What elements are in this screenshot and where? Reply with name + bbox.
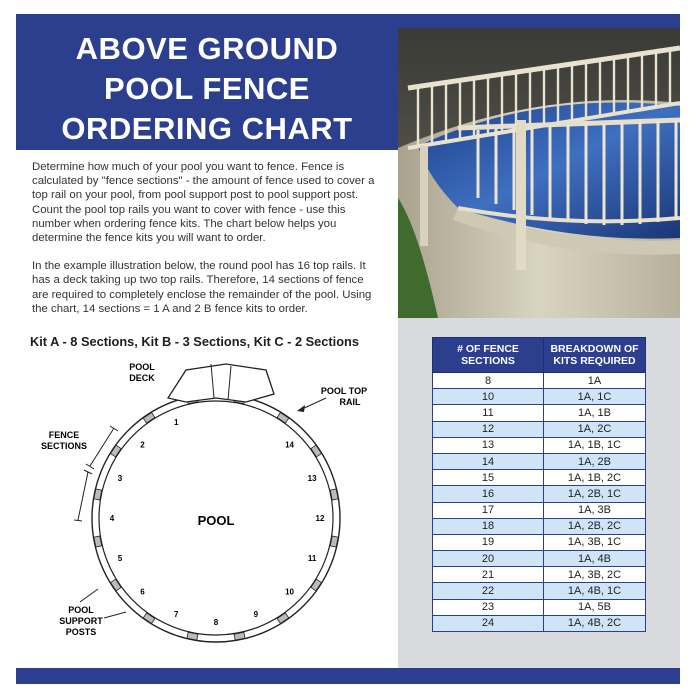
table-row	[433, 389, 646, 405]
cell-sections: 17	[433, 502, 544, 518]
table-row	[433, 405, 646, 421]
pool-diagram	[16, 350, 398, 668]
cell-kits: 1A, 1B	[544, 405, 646, 421]
support-post	[277, 613, 289, 624]
cell-kits: 1A, 4B	[544, 551, 646, 567]
intro-text	[32, 160, 382, 330]
cell-kits: 1A, 1C	[544, 389, 646, 405]
support-posts-label-2: SUPPORT	[59, 616, 103, 626]
section-number: 7	[173, 610, 179, 620]
section-number: 2	[140, 440, 145, 450]
pool-label: POOL	[197, 513, 235, 528]
table-row	[433, 470, 646, 486]
pool-fence-photo	[398, 28, 680, 318]
fence-sections-label-1: FENCE	[48, 430, 80, 440]
support-posts-arrow-1	[80, 589, 98, 602]
section-number: 1	[173, 417, 179, 427]
cell-sections: 19	[433, 534, 544, 550]
cell-kits: 1A, 3B, 1C	[544, 534, 646, 550]
deck-label-1: POOL	[129, 362, 155, 372]
title-banner	[16, 28, 398, 150]
cell-kits: 1A, 5B	[544, 599, 646, 615]
deck-label-2: DECK	[129, 373, 155, 383]
top-rail-label-2: RAIL	[339, 397, 361, 407]
title-line-3: ORDERING CHART	[61, 111, 353, 146]
table-row	[433, 551, 646, 567]
cell-kits: 1A, 1B, 2C	[544, 470, 646, 486]
intro-paragraph-1: Determine how much of your pool you want to fence. Fence is calculated by "fence sections" - the amount of fence used to cover a top rail on your pool, from pool support post to pool support post. Count the pool top rails you want to cover with fence - use this number when ordering fence kits. The chart below helps you determine the fence kits you will want to order.	[32, 161, 375, 245]
title-line-1: ABOVE GROUND	[75, 31, 339, 66]
support-post	[311, 445, 322, 457]
cell-sections: 10	[433, 389, 544, 405]
support-post	[111, 445, 122, 457]
table-row	[433, 453, 646, 469]
header-sections: # OF FENCE SECTIONS	[433, 338, 544, 373]
fence-sections-bracket-bottom	[78, 472, 88, 520]
cell-sections: 11	[433, 405, 544, 421]
section-number: 11	[307, 553, 317, 563]
support-posts-label-1: POOL	[68, 605, 94, 615]
header-kits: BREAKDOWN OF KITS REQUIRED	[544, 338, 646, 373]
kit-heading: Kit A - 8 Sections, Kit B - 3 Sections, Kit C - 2 Sections	[30, 334, 359, 349]
cell-sections: 18	[433, 518, 544, 534]
cell-sections: 14	[433, 453, 544, 469]
cell-kits: 1A, 1B, 1C	[544, 437, 646, 453]
section-number: 10	[285, 587, 294, 597]
top-banner-bar	[16, 14, 680, 28]
fence-sections-bracket-top	[90, 428, 114, 466]
support-posts-label-3: POSTS	[65, 627, 97, 637]
table-row	[433, 518, 646, 534]
support-post	[143, 613, 155, 624]
cell-sections: 20	[433, 551, 544, 567]
cell-sections: 16	[433, 486, 544, 502]
support-post	[143, 413, 155, 424]
section-number: 9	[253, 610, 259, 620]
table-row	[433, 421, 646, 437]
table-row	[433, 583, 646, 599]
table-row	[433, 567, 646, 583]
section-number: 8	[213, 618, 219, 627]
support-post	[111, 579, 122, 591]
section-number: 4	[109, 514, 115, 523]
table-row	[433, 534, 646, 550]
section-number: 6	[140, 587, 145, 597]
cell-sections: 23	[433, 599, 544, 615]
pool-deck-shape	[168, 364, 274, 402]
fence-sections-label-2: SECTIONS	[40, 441, 88, 451]
cell-sections: 8	[433, 373, 544, 389]
cell-kits: 1A, 4B, 1C	[544, 583, 646, 599]
table-row	[433, 599, 646, 615]
cell-sections: 22	[433, 583, 544, 599]
table-row	[433, 373, 646, 389]
ordering-table	[432, 337, 646, 632]
table-row	[433, 437, 646, 453]
support-post	[311, 579, 322, 591]
section-number: 14	[285, 440, 294, 450]
cell-kits: 1A, 4B, 2C	[544, 615, 646, 631]
bottom-banner-bar	[16, 668, 680, 684]
table-row	[433, 486, 646, 502]
cell-sections: 13	[433, 437, 544, 453]
section-number: 5	[117, 553, 123, 563]
table-header-row	[433, 338, 646, 373]
cell-kits: 1A	[544, 373, 646, 389]
support-posts-arrow-2	[104, 612, 126, 618]
cell-kits: 1A, 3B	[544, 502, 646, 518]
intro-paragraph-2: In the example illustration below, the round pool has 16 top rails. It has a deck taking up two top rails. Therefore, 14 sections of fence are required to completely enclose the remainder of the pool. Using the chart, 14 sections = 1 A and 2 B fence kits to order.	[32, 260, 372, 315]
section-number: 12	[315, 514, 325, 523]
title-line-2: POOL FENCE	[104, 71, 310, 106]
cell-kits: 1A, 2B, 2C	[544, 518, 646, 534]
section-number: 13	[307, 474, 317, 484]
section-number: 3	[117, 474, 123, 484]
table-row	[433, 502, 646, 518]
cell-sections: 21	[433, 567, 544, 583]
cell-sections: 24	[433, 615, 544, 631]
cell-sections: 15	[433, 470, 544, 486]
cell-kits: 1A, 2B, 1C	[544, 486, 646, 502]
cell-kits: 1A, 2C	[544, 421, 646, 437]
cell-sections: 12	[433, 421, 544, 437]
cell-kits: 1A, 3B, 2C	[544, 567, 646, 583]
support-post	[277, 413, 289, 424]
top-rail-label-1: POOL TOP	[320, 386, 368, 396]
table-row	[433, 615, 646, 631]
cell-kits: 1A, 2B	[544, 453, 646, 469]
